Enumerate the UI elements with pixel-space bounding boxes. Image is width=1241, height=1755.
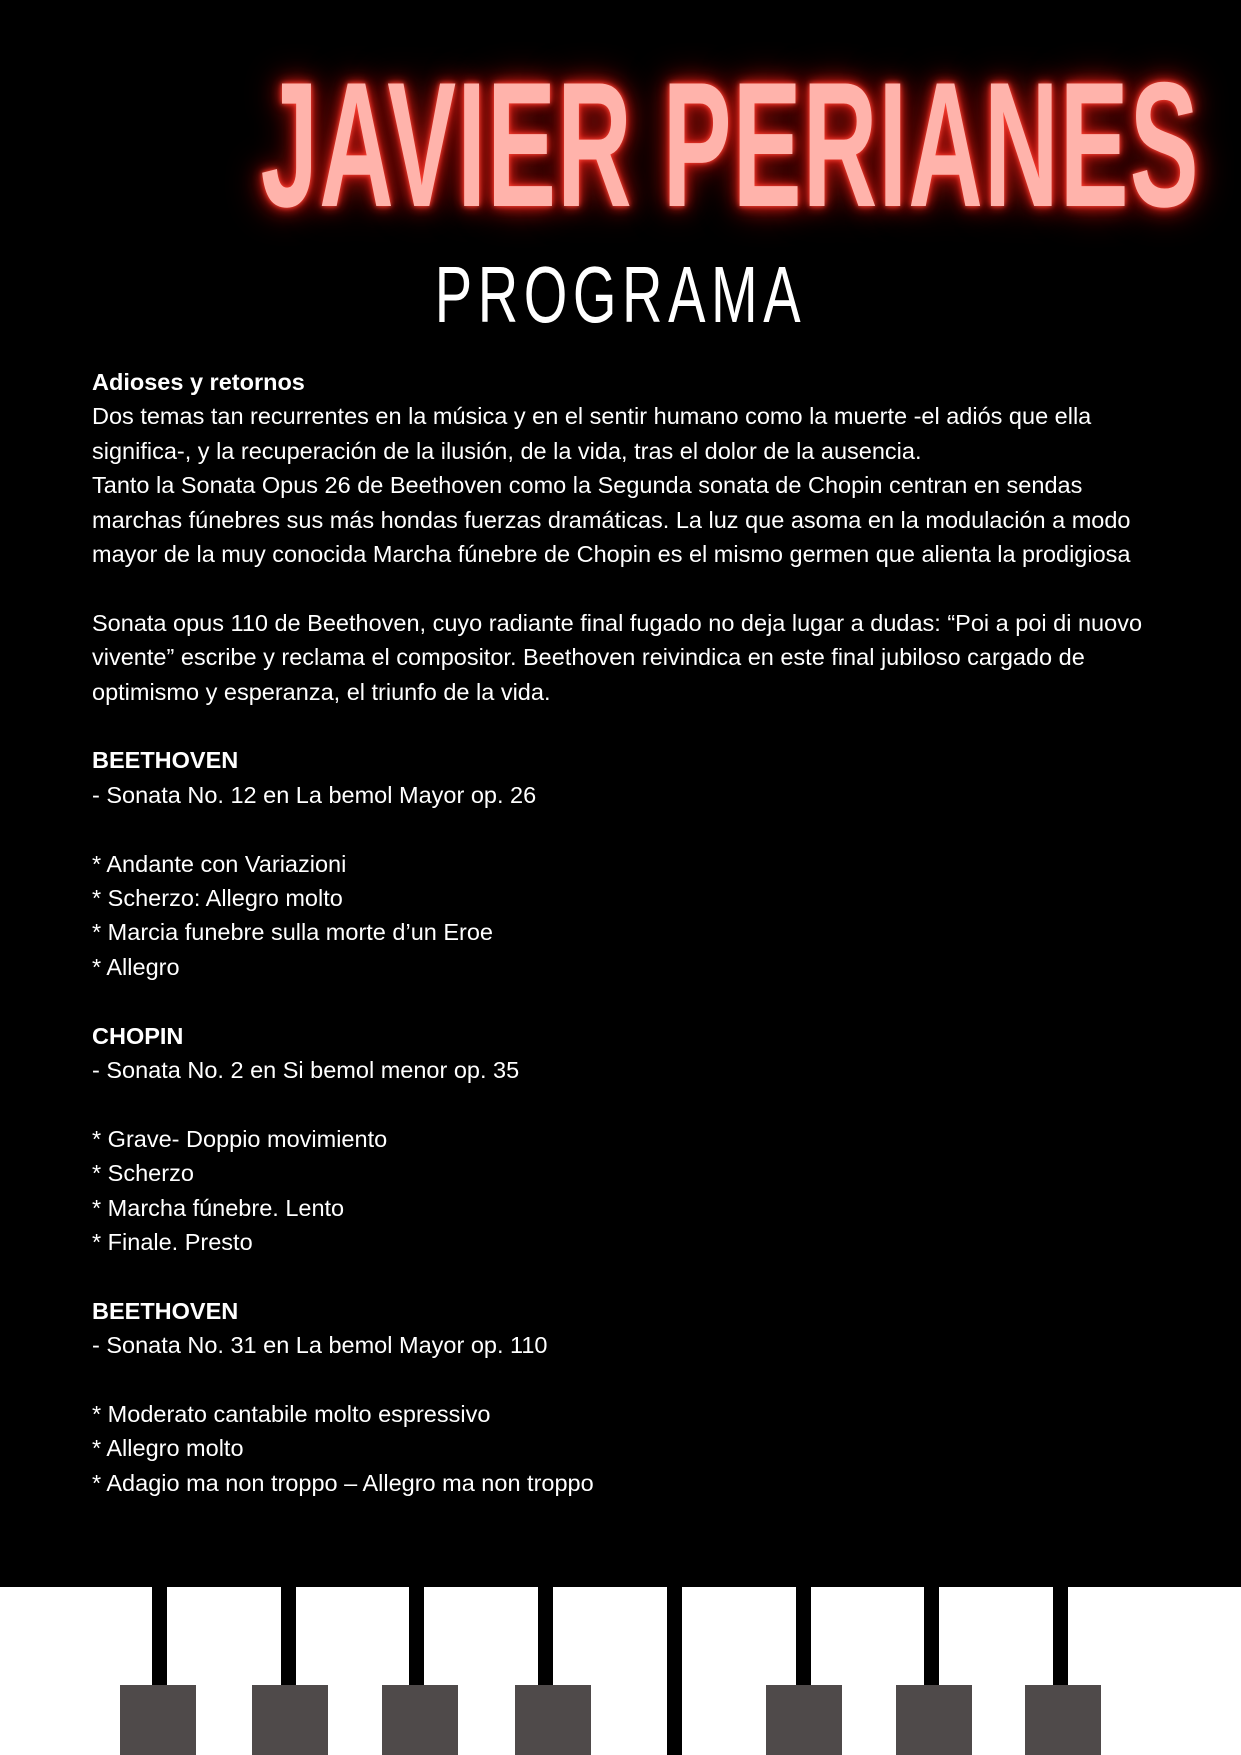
black-piano-key xyxy=(382,1685,458,1755)
spacer xyxy=(92,1363,1162,1397)
movement-item: * Andante con Variazioni xyxy=(92,850,347,877)
piano-keyboard-decoration xyxy=(0,1587,1241,1755)
spacer xyxy=(92,1259,1162,1293)
composer-heading: BEETHOVEN xyxy=(92,747,239,774)
black-piano-key xyxy=(1025,1685,1101,1755)
movement-item: * Allegro molto xyxy=(92,1435,244,1462)
movement-item: * Scherzo: Allegro molto xyxy=(92,885,343,912)
movement-item: * Adagio ma non troppo – Allegro ma non troppo xyxy=(92,1469,594,1496)
black-piano-key xyxy=(120,1685,196,1755)
intro-paragraph-3: Sonata opus 110 de Beethoven, cuyo radiante final fugado no deja lugar a dudas: “Poi a poi di nuovo vivente” escribe y reclama el compositor. Beethoven reivindica en este final jubiloso cargado de optimismo y esperanza, el triunfo de la vida. xyxy=(92,609,1143,705)
movement-item: * Allegro xyxy=(92,953,180,980)
movement-item: * Grave- Doppio movimiento xyxy=(92,1125,388,1152)
composer-heading: BEETHOVEN xyxy=(92,1297,239,1324)
spacer xyxy=(92,812,1162,846)
key-divider xyxy=(667,1587,682,1755)
work-title: - Sonata No. 12 en La bemol Mayor op. 26 xyxy=(92,781,537,808)
spacer xyxy=(92,984,1162,1018)
black-piano-key xyxy=(252,1685,328,1755)
program-content xyxy=(92,365,1162,1500)
spacer xyxy=(92,709,1162,743)
work-title: - Sonata No. 2 en Si bemol menor op. 35 xyxy=(92,1057,520,1084)
movement-item: * Marcha fúnebre. Lento xyxy=(92,1194,345,1221)
work-title: - Sonata No. 31 en La bemol Mayor op. 110 xyxy=(92,1332,548,1359)
movement-item: * Finale. Presto xyxy=(92,1229,253,1256)
movement-item: * Scherzo xyxy=(92,1160,194,1187)
intro-paragraph-2: Tanto la Sonata Opus 26 de Beethoven como la Segunda sonata de Chopin centran en sendas marchas fúnebres sus más hondas fuerzas dramáticas. La luz que asoma en la modulación a modo mayor de la muy conocida Marcha fúnebre de Chopin es el mismo germen que alienta la prodigiosa xyxy=(92,472,1131,568)
spacer xyxy=(92,571,1162,605)
program-heading: PROGRAMA xyxy=(434,250,807,339)
intro-paragraph-1: Dos temas tan recurrentes en la música y en el sentir humano como la muerte -el adiós que ella significa-, y la recuperación de la ilusión, de la vida, tras el dolor de la ausencia. xyxy=(92,403,1092,464)
performer-name-title: JAVIER PERIANES xyxy=(260,45,1200,244)
movement-item: * Marcia funebre sulla morte d’un Eroe xyxy=(92,919,494,946)
intro-heading: Adioses y retornos xyxy=(92,369,305,395)
composer-heading: CHOPIN xyxy=(92,1022,184,1049)
black-piano-key xyxy=(766,1685,842,1755)
movement-item: * Moderato cantabile molto espressivo xyxy=(92,1401,491,1428)
spacer xyxy=(92,1087,1162,1121)
black-piano-key xyxy=(515,1685,591,1755)
black-piano-key xyxy=(896,1685,972,1755)
